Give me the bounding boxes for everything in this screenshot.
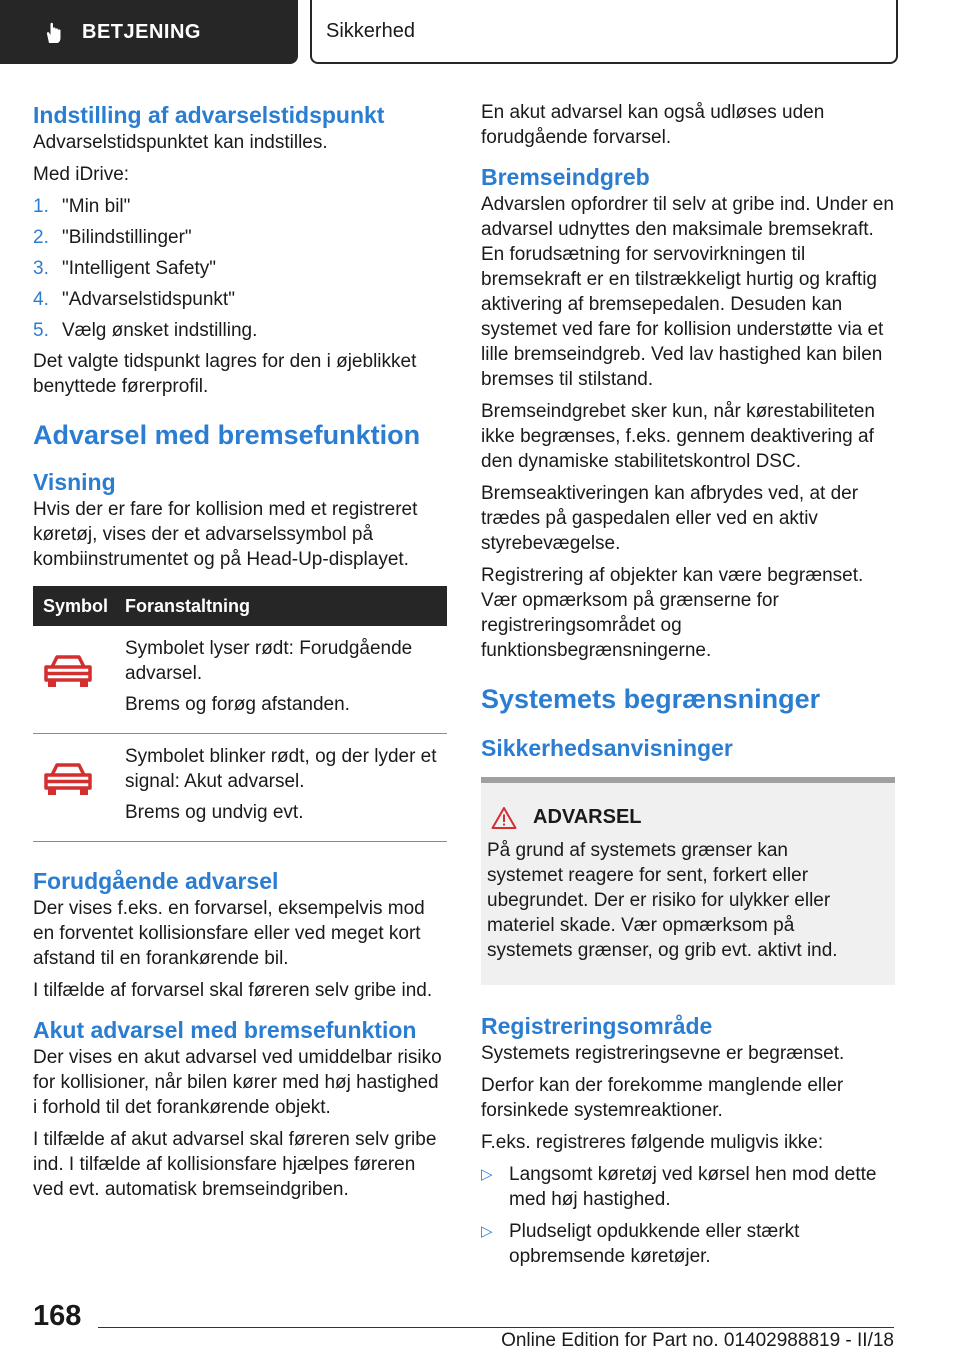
table-header-symbol: Symbol (33, 586, 125, 626)
paragraph: I tilfælde af forvarsel skal føreren selv gribe ind. (33, 980, 433, 1001)
symbol-table (33, 586, 447, 842)
list-item (33, 318, 447, 343)
bullet-text: Pludseligt opdukkende eller stærkt opbremsende køretøjer. (509, 1221, 800, 1267)
paragraph: Derfor kan der forekomme manglende eller forsinkede systemreaktioner. (481, 1075, 844, 1121)
paragraph: Det valgte tidspunkt lagres for den i øjeblikket benyttede førerprofil. (33, 351, 417, 397)
car-warning-icon (43, 762, 93, 798)
icon-cell (33, 734, 125, 842)
step-text: "Advarselstidspunkt" (62, 289, 235, 310)
hand-icon (42, 19, 68, 45)
paragraph: Systemets registreringsevne er begrænset. (481, 1043, 845, 1064)
list-item (33, 225, 447, 250)
page-number: 168 (33, 1300, 82, 1332)
table-row (33, 626, 447, 734)
heading-advarsel: Advarsel med bremsefunktion (33, 420, 421, 450)
heading-bremseindgreb: Bremseindgreb (481, 164, 650, 190)
paragraph: Bremseindgrebet sker kun, når kørestabiliteten ikke begrænses, f.eks. gennem deaktivering af den dynamiske stabilitetskontrol DSC. (481, 401, 875, 472)
step-number: 4. (33, 289, 49, 310)
warning-title: ADVARSEL (533, 806, 642, 828)
footer-divider (98, 1327, 894, 1328)
bullet-text: Langsomt køretøj ved kørsel hen mod dette med høj hastighed. (509, 1164, 877, 1210)
paragraph: Der vises f.eks. en forvarsel, eksempelvis mod en forventet kollisionsfare eller ved meget kort afstand til en forankørende bil. (33, 898, 425, 969)
chapter-label: Sikkerhed (326, 19, 415, 42)
paragraph: En akut advarsel kan også udløses uden forudgående forvarsel. (481, 102, 825, 148)
action-text: Brems og forøg afstanden. (125, 694, 350, 715)
heading-sikkerhed: Sikkerhedsanvisninger (481, 735, 733, 761)
warning-box (481, 777, 895, 985)
paragraph: F.eks. registreres følgende muligvis ikke: (481, 1132, 824, 1153)
list-item (481, 1162, 895, 1212)
paragraph: Hvis der er fare for kollision med et registreret køretøj, vises der et advarselssymbol på kombiinstrumentet og på Head-Up-displayet. (33, 499, 418, 570)
warning-text: På grund af systemets grænser kan systemet reagere for sent, forkert eller ubegrundet. Der er risiko for ulykker eller materiel skade. Vær opmærksom på systemets grænser, og grib evt. aktivt ind. (487, 840, 838, 961)
paragraph: Der vises en akut advarsel ved umiddelbar risiko for kollisioner, når bilen kører med høj hastighed i forhold til det forankørende objekt. (33, 1047, 442, 1118)
list-item (481, 1219, 895, 1269)
list-item (33, 287, 447, 312)
action-cell (125, 626, 447, 734)
paragraph: Med iDrive: (33, 164, 130, 185)
step-number: 5. (33, 320, 49, 341)
steps-list (33, 194, 447, 343)
list-item (33, 194, 447, 219)
right-column (481, 100, 895, 1276)
left-column (33, 100, 447, 1209)
table-row (33, 734, 447, 842)
paragraph: Bremseaktiveringen kan afbrydes ved, at der trædes på gaspedalen eller ved en aktiv styrebevægelse. (481, 483, 859, 554)
car-warning-icon (43, 654, 93, 690)
chapter-tab[interactable] (310, 0, 898, 64)
heading-indstilling: Indstilling af advarselstidspunkt (33, 102, 385, 128)
step-text: Vælg ønsket indstilling. (62, 320, 258, 341)
step-number: 3. (33, 258, 49, 279)
bullet-list (481, 1162, 895, 1269)
warning-header (487, 805, 869, 830)
action-text: Symbolet blinker rødt, og der lyder et signal: Akut advarsel. (125, 746, 437, 792)
action-cell (125, 734, 447, 842)
heading-forudgaende: Forudgående advarsel (33, 868, 279, 894)
paragraph: Advarslen opfordrer til selv at gribe ind. Under en advarsel udnyttes den maksimale bremsekraft. En forudsætning for servovirkningen til bremsekraft er en tilstrækkeligt hurtig og kraftig aktivering af bremsepedalen. Desuden kan systemet ved fare for kollision understøtte via et lille bremseindgreb. Ved lav hastighed kan bilen bremses til stilstand. (481, 194, 894, 390)
action-text: Symbolet lyser rødt: Forudgående advarsel. (125, 638, 413, 684)
icon-cell (33, 626, 125, 734)
step-number: 1. (33, 196, 49, 217)
heading-registrering: Registreringsområde (481, 1013, 713, 1039)
footer-edition: Online Edition for Part no. 01402988819 - II/18 (501, 1330, 894, 1351)
paragraph: I tilfælde af akut advarsel skal føreren selv gribe ind. I tilfælde af kollisionsfare hjælpes føreren ved evt. automatisk bremseindgriben. (33, 1129, 437, 1200)
heading-akut: Akut advarsel med bremsefunktion (33, 1017, 417, 1043)
heading-systemets: Systemets begrænsninger (481, 684, 821, 714)
step-text: "Intelligent Safety" (62, 258, 216, 279)
action-text: Brems og undvig evt. (125, 802, 304, 823)
step-text: "Min bil" (62, 196, 131, 217)
heading-visning: Visning (33, 469, 116, 495)
step-number: 2. (33, 227, 49, 248)
section-label: BETJENING (82, 20, 201, 43)
warning-triangle-icon (491, 806, 517, 830)
triangle-bullet-icon: ▷ (481, 1223, 493, 1240)
table-header-foranstaltning: Foranstaltning (125, 586, 447, 626)
step-text: "Bilindstillinger" (62, 227, 192, 248)
paragraph: Registrering af objekter kan være begrænset. Vær opmærksom på grænserne for registreringsområdet og funktionsbegrænsningerne. (481, 565, 864, 661)
paragraph: Advarselstidspunktet kan indstilles. (33, 132, 328, 153)
top-bar (0, 0, 960, 66)
section-tab[interactable] (0, 0, 298, 64)
triangle-bullet-icon: ▷ (481, 1166, 493, 1183)
list-item (33, 256, 447, 281)
